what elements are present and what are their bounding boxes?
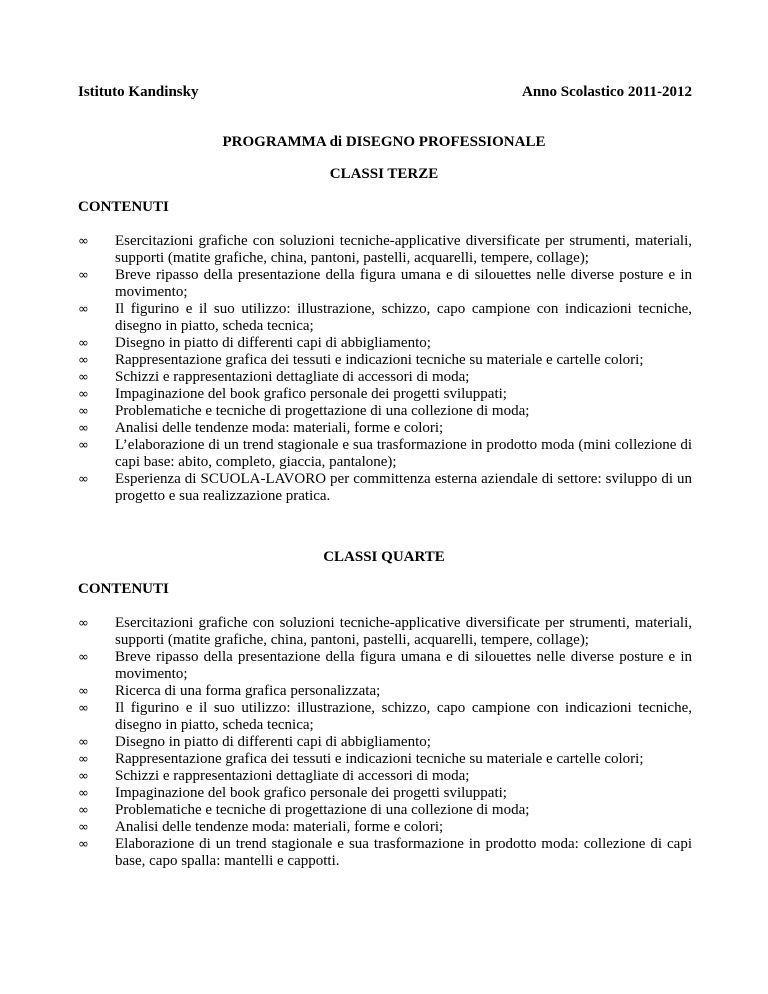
list-item-text: Elaborazione di un trend stagionale e sua trasformazione in prodotto moda: collezione di capi base, capo spalla: mantelli e cappotti. — [115, 836, 692, 869]
list-item-text: Impaginazione del book grafico personale dei progetti sviluppati; — [115, 386, 507, 402]
list-item — [78, 471, 692, 505]
list-item-text: Analisi delle tendenze moda: materiali, forme e colori; — [115, 420, 444, 436]
list-item — [78, 420, 692, 437]
infinity-bullet-icon: ∞ — [78, 769, 89, 784]
list-item — [78, 335, 692, 352]
list-item-text: Impaginazione del book grafico personale dei progetti sviluppati; — [115, 785, 507, 801]
list-item — [78, 352, 692, 369]
school-year: Anno Scolastico 2011-2012 — [521, 84, 692, 100]
list-item — [78, 267, 692, 301]
list-item-text: Ricerca di una forma grafica personalizzata; — [115, 683, 381, 699]
list-item-text: Schizzi e rappresentazioni dettagliate di accessori di moda; — [115, 369, 470, 385]
list-item — [78, 615, 692, 649]
infinity-bullet-icon: ∞ — [78, 472, 89, 487]
list-item — [78, 768, 692, 785]
list-item — [78, 734, 692, 751]
content-list-quarte — [78, 615, 692, 870]
list-item — [78, 301, 692, 335]
list-item-text: L’elaborazione di un trend stagionale e sua trasformazione in prodotto moda (mini collezione di capi base: abito, completo, giaccia, pantalone); — [115, 437, 692, 470]
list-item-text: Problematiche e tecniche di progettazione di una collezione di moda; — [115, 802, 530, 818]
list-item — [78, 649, 692, 683]
infinity-bullet-icon: ∞ — [78, 684, 89, 699]
infinity-bullet-icon: ∞ — [78, 404, 89, 419]
infinity-bullet-icon: ∞ — [78, 735, 89, 750]
list-item — [78, 233, 692, 267]
list-item — [78, 437, 692, 471]
list-item-text: Analisi delle tendenze moda: materiali, forme e colori; — [115, 819, 444, 835]
infinity-bullet-icon: ∞ — [78, 837, 89, 852]
infinity-bullet-icon: ∞ — [78, 387, 89, 402]
list-item — [78, 403, 692, 420]
list-item — [78, 785, 692, 802]
section-heading-quarte: CONTENUTI — [78, 581, 169, 597]
infinity-bullet-icon: ∞ — [78, 616, 89, 631]
infinity-bullet-icon: ∞ — [78, 234, 89, 249]
list-item — [78, 386, 692, 403]
list-item — [78, 751, 692, 768]
list-item-text: Il figurino e il suo utilizzo: illustrazione, schizzo, capo campione con indicazioni tecniche, disegno in piatto, scheda tecnica; — [115, 301, 692, 334]
list-item-text: Schizzi e rappresentazioni dettagliate di accessori di moda; — [115, 768, 470, 784]
infinity-bullet-icon: ∞ — [78, 370, 89, 385]
infinity-bullet-icon: ∞ — [78, 650, 89, 665]
document-header — [78, 84, 692, 101]
infinity-bullet-icon: ∞ — [78, 803, 89, 818]
list-item — [78, 700, 692, 734]
list-item-text: Breve ripasso della presentazione della figura umana e di silouettes nelle diverse posture e in movimento; — [115, 267, 692, 300]
infinity-bullet-icon: ∞ — [78, 421, 89, 436]
list-item-text: Il figurino e il suo utilizzo: illustrazione, schizzo, capo campione con indicazioni tecniche, disegno in piatto, scheda tecnica; — [115, 700, 692, 733]
infinity-bullet-icon: ∞ — [78, 820, 89, 835]
list-item — [78, 369, 692, 386]
list-item — [78, 683, 692, 700]
section-title-quarte: CLASSI QUARTE — [323, 549, 445, 565]
list-item — [78, 802, 692, 819]
list-item-text: Esercitazioni grafiche con soluzioni tecniche-applicative diversificate per strumenti, materiali, supporti (matite grafiche, china, pantoni, pastelli, acquarelli, tempere, collage); — [115, 233, 692, 266]
list-item-text: Disegno in piatto di differenti capi di abbigliamento; — [115, 734, 431, 750]
list-item-text: Esperienza di SCUOLA-LAVORO per committenza esterna aziendale di settore: sviluppo di un progetto e sua realizzazione pratica. — [115, 471, 692, 504]
list-item-text: Rappresentazione grafica dei tessuti e indicazioni tecniche su materiale e cartelle colori; — [115, 352, 644, 368]
institute-name: Istituto Kandinsky — [78, 84, 199, 100]
list-item — [78, 819, 692, 836]
infinity-bullet-icon: ∞ — [78, 438, 89, 453]
list-item-text: Disegno in piatto di differenti capi di abbigliamento; — [115, 335, 431, 351]
section-title-terze: CLASSI TERZE — [329, 166, 439, 182]
infinity-bullet-icon: ∞ — [78, 268, 89, 283]
infinity-bullet-icon: ∞ — [78, 353, 89, 368]
list-item — [78, 836, 692, 870]
infinity-bullet-icon: ∞ — [78, 786, 89, 801]
infinity-bullet-icon: ∞ — [78, 701, 89, 716]
infinity-bullet-icon: ∞ — [78, 752, 89, 767]
document-title: PROGRAMMA di DISEGNO PROFESSIONALE — [222, 134, 546, 150]
list-item-text: Rappresentazione grafica dei tessuti e indicazioni tecniche su materiale e cartelle colori; — [115, 751, 644, 767]
content-list-terze — [78, 233, 692, 505]
list-item-text: Esercitazioni grafiche con soluzioni tecniche-applicative diversificate per strumenti, materiali, supporti (matite grafiche, china, pantoni, pastelli, acquarelli, tempere, collage); — [115, 615, 692, 648]
infinity-bullet-icon: ∞ — [78, 336, 89, 351]
list-item-text: Breve ripasso della presentazione della figura umana e di silouettes nelle diverse posture e in movimento; — [115, 649, 692, 682]
list-item-text: Problematiche e tecniche di progettazione di una collezione di moda; — [115, 403, 530, 419]
infinity-bullet-icon: ∞ — [78, 302, 89, 317]
section-heading-terze: CONTENUTI — [78, 199, 169, 215]
